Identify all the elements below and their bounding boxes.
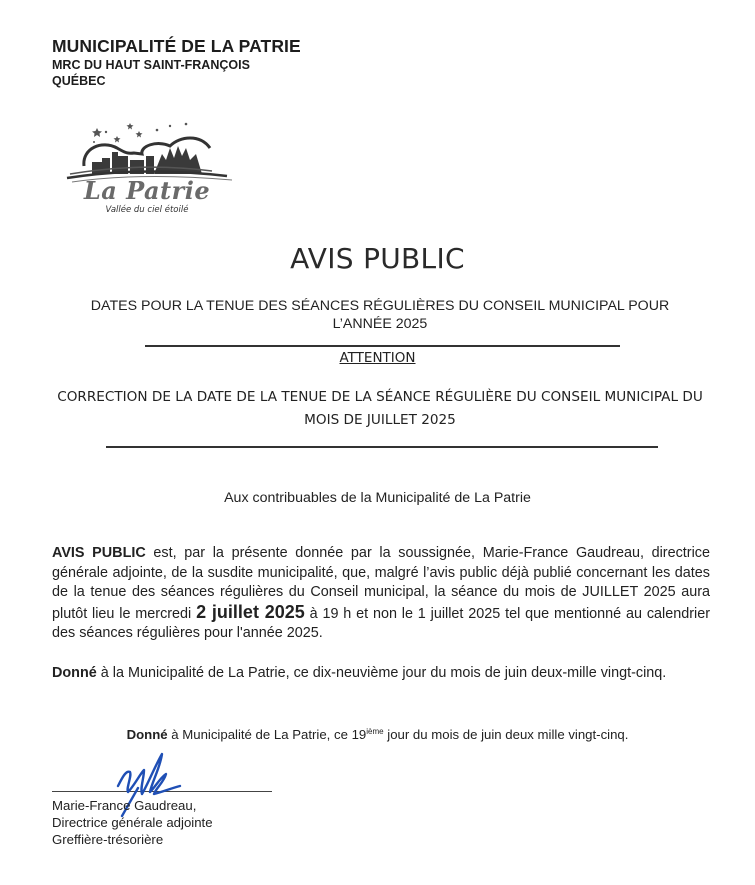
given-superscript: ième [366, 727, 384, 736]
paragraph-text: à la Municipalité de La Patrie, ce dix-neuvième jour du mois de juin deux-mille vingt-cinq. [96, 665, 667, 681]
divider [145, 345, 620, 347]
meeting-date: 2 juillet 2025 [196, 601, 305, 622]
paragraph-lead: Donné [52, 665, 97, 681]
star-icon [127, 123, 134, 130]
star-icon [114, 136, 121, 143]
given-line [0, 727, 755, 742]
attention-heading [0, 350, 755, 366]
signatory-title-secondary: Greffière-trésorière [52, 832, 164, 847]
paragraph-text: à 19 h et non le 1 juillet 2025 tel que mentionné au calendrier des séances régulières pour l'année 2025. [52, 605, 711, 641]
greeting: Aux contribuables de la Municipalité de La Patrie [224, 490, 531, 506]
given-text: jour du mois de juin deux mille vingt-cinq. [383, 727, 629, 742]
notice-subtitle: DATES POUR LA TENUE DES SÉANCES RÉGULIÈRES DU CONSEIL MUNICIPAL POUR L’ANNÉE 2025 [90, 298, 670, 332]
page-title: AVIS PUBLIC [290, 242, 465, 275]
province-name: QUÉBEC [52, 74, 106, 88]
given-paragraph [52, 664, 710, 684]
correction-heading: CORRECTION DE LA DATE DE LA TENUE DE LA SÉANCE RÉGULIÈRE DU CONSEIL MUNICIPAL DU MOIS DE JUILLET 2025 [57, 389, 703, 428]
logo-name: La Patrie [83, 176, 211, 205]
logo-tagline: Vallée du ciel étoilé [105, 205, 189, 215]
star-icon [92, 128, 102, 137]
notice-paragraph [52, 544, 710, 644]
signatory-title: Directrice générale adjointe [52, 815, 213, 830]
given-lead: Donné [126, 727, 168, 742]
paragraph-text: est, par la présente donnée par la soussignée, Marie-France Gaudreau, directrice générale adjointe, de la susdite municipalité, que, malgré l’avis public déjà publié concernant les dates de la tenue des séances régulières du Conseil municipal, la séance du mois de JUILLET 2025 aura plutôt lieu le mercredi [52, 545, 710, 622]
municipality-name: MUNICIPALITÉ DE LA PATRIE [52, 36, 301, 56]
divider [106, 446, 658, 448]
given-text: à Municipalité de La Patrie, ce 19 [167, 727, 367, 742]
star-icon [136, 131, 143, 138]
paragraph-lead: AVIS PUBLIC [52, 545, 146, 561]
mrc-name: MRC DU HAUT SAINT-FRANÇOIS [52, 58, 250, 72]
attention-label: ATTENTION [339, 350, 416, 366]
signatory-name: Marie-France Gaudreau, [52, 798, 197, 813]
